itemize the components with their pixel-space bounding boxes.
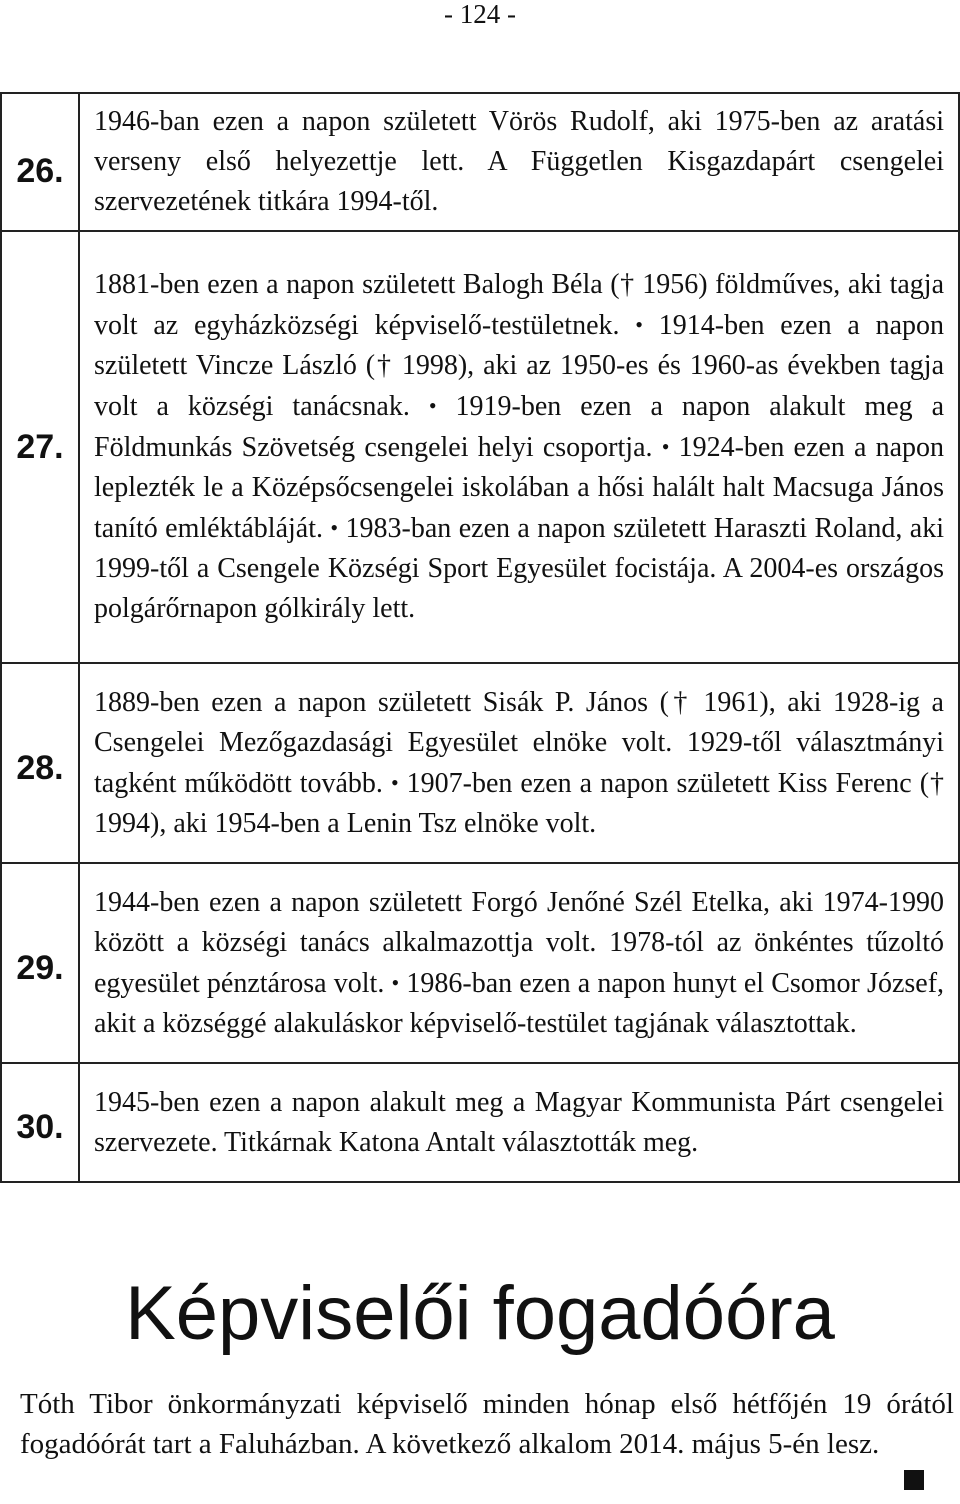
table-row bbox=[1, 1063, 959, 1182]
bullet-icon: • bbox=[330, 515, 339, 540]
entry-segment: 1986-ban ezen a napon hunyt el Csomor József, akit a községgé alakuláskor képviselő-testület tagjának választottak. bbox=[94, 967, 945, 1039]
calendar-entries-table bbox=[0, 92, 960, 1183]
entry-segment: 1983-ban ezen a napon született Haraszti Roland, aki 1999-től a Csengele Községi Sport Egyesület focistája. A 2004-es országos polgárőrnapon gólkirály lett. bbox=[94, 513, 945, 624]
end-mark-square-icon bbox=[904, 1470, 924, 1490]
notice-heading: Képviselői fogadóóra bbox=[125, 1271, 835, 1356]
entry-text: 1946-ban ezen a napon született Vörös Rudolf, aki 1975-ben az aratási verseny első helyezettje lett. A Független Kisgazdapárt csengelei szervezetének titkára 1994-től. bbox=[79, 93, 959, 231]
notice-body bbox=[20, 1384, 954, 1464]
entry-segment: 1924-ben ezen a napon leplezték le a Középsőcsengelei iskolában a hősi halált halt Macsuga János tanító emléktábláját. bbox=[94, 432, 945, 544]
bullet-icon: • bbox=[661, 434, 670, 459]
table-row bbox=[1, 231, 959, 663]
day-number: 26. bbox=[1, 93, 79, 231]
bullet-icon: • bbox=[635, 312, 643, 337]
notice-text: Tóth Tibor önkormányzati képviselő minden hónap első hétfőjén 19 órától fogadóórát tart a Faluházban. A következő alkalom 2014. május 5-én lesz. bbox=[20, 1388, 954, 1460]
entry-text bbox=[79, 231, 959, 663]
entry-segment: 1914-ben ezen a napon született Vincze László († 1998), aki az 1950-es és 1960-as években tagja volt a községi tanácsnak. bbox=[94, 310, 944, 422]
entry-text: 1945-ben ezen a napon alakult meg a Magyar Kommunista Párt csengelei szervezete. Titkárnak Katona Antalt választották meg. bbox=[79, 1063, 959, 1182]
entry-text bbox=[79, 863, 959, 1063]
entry-text bbox=[79, 663, 959, 863]
day-number: 30. bbox=[1, 1063, 79, 1182]
day-number: 29. bbox=[1, 863, 79, 1063]
table-row bbox=[1, 863, 959, 1063]
entry-segment: 1881-ben ezen a napon született Balogh Béla († 1956) földműves, aki tagja volt az egyházközségi képviselő-testületnek. bbox=[94, 269, 944, 341]
entry-segment: 1907-ben ezen a napon született Kiss Ferenc († 1994), aki 1954-ben a Lenin Tsz elnöke volt. bbox=[94, 767, 945, 839]
day-number: 27. bbox=[1, 231, 79, 663]
bullet-icon: • bbox=[428, 393, 437, 418]
day-number: 28. bbox=[1, 663, 79, 863]
entry-segment: 1944-ben ezen a napon született Forgó Jenőné Szél Etelka, aki 1974-1990 között a községi tanács alkalmazottja volt. 1978-tól az önkéntes tűzoltó egyesület pénztárosa volt. bbox=[94, 886, 944, 999]
entry-segment: 1919-ben ezen a napon alakult meg a Földmunkás Szövetség csengelei helyi csoportja. bbox=[94, 391, 945, 463]
table-row bbox=[1, 663, 959, 863]
entry-segment: 1889-ben ezen a napon született Sisák P. János († 1961), aki 1928-ig a Csengelei Mezőgazdasági Egyesület elnöke volt. 1929-től választmányi tagként működött tovább. bbox=[94, 686, 944, 799]
page-number: - 124 - bbox=[444, 0, 516, 29]
bullet-icon: • bbox=[391, 969, 400, 995]
bullet-icon: • bbox=[390, 769, 399, 795]
table-row bbox=[1, 93, 959, 231]
